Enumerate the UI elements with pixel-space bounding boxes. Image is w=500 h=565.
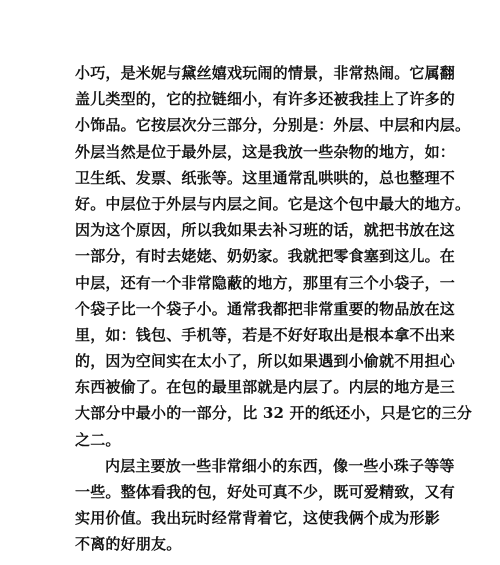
text-line: 不离的好朋友。 [75, 535, 182, 554]
text-line: 因为这个原因，所以我如果去补习班的话，就把书放在这 [75, 221, 456, 240]
text-line: 好。中层位于外层与内层之间。它是这个包中最大的地方。 [75, 194, 471, 213]
text-line: 的，因为空间实在太小了，所以如果遇到小偷就不用担心 [75, 352, 456, 371]
text-line: 里，如：钱包、手机等，若是不好好取出是根本拿不出来 [75, 325, 456, 344]
paragraph-start-line: 内层主要放一些非常细小的东西，像一些小珠子等等 [105, 456, 455, 475]
text-line: 东西被偷了。在包的最里部就是内层了。内层的地方是三 [75, 378, 456, 397]
text-line: 之二。 [75, 430, 121, 449]
text-line: 小巧，是米妮与黛丝嬉戏玩闹的情景，非常热闹。它属翻 [75, 64, 456, 82]
text-line: 小饰品。它按层次分三部分，分别是：外层、中层和内层。 [75, 116, 471, 135]
text-line: 盖儿类型的，它的拉链细小，有许多还被我挂上了许多的 [75, 90, 456, 109]
text-line: 中层，还有一个非常隐蔽的地方，那里有三个小袋子，一 [75, 273, 456, 292]
text-line: 大部分中最小的一部分，比 32 开的纸还小，只是它的三分 [75, 404, 472, 423]
text-line: 卫生纸、发票、纸张等。这里通常乱哄哄的，总也整理不 [75, 168, 456, 187]
text-line: 个袋子比一个袋子小。通常我都把非常重要的物品放在这 [75, 299, 456, 318]
text-line: 外层当然是位于最外层，这是我放一些杂物的地方，如： [75, 142, 456, 161]
body-text [75, 60, 472, 558]
text-line: 实用价值。我出玩时经常背着它，这使我俩个成为形影 [75, 509, 440, 528]
text-line: 一部分，有时去姥姥、奶奶家。我就把零食塞到这儿。在 [75, 247, 456, 266]
text-line: 一些。整体看我的包，好处可真不少，既可爱精致，又有 [75, 483, 456, 501]
